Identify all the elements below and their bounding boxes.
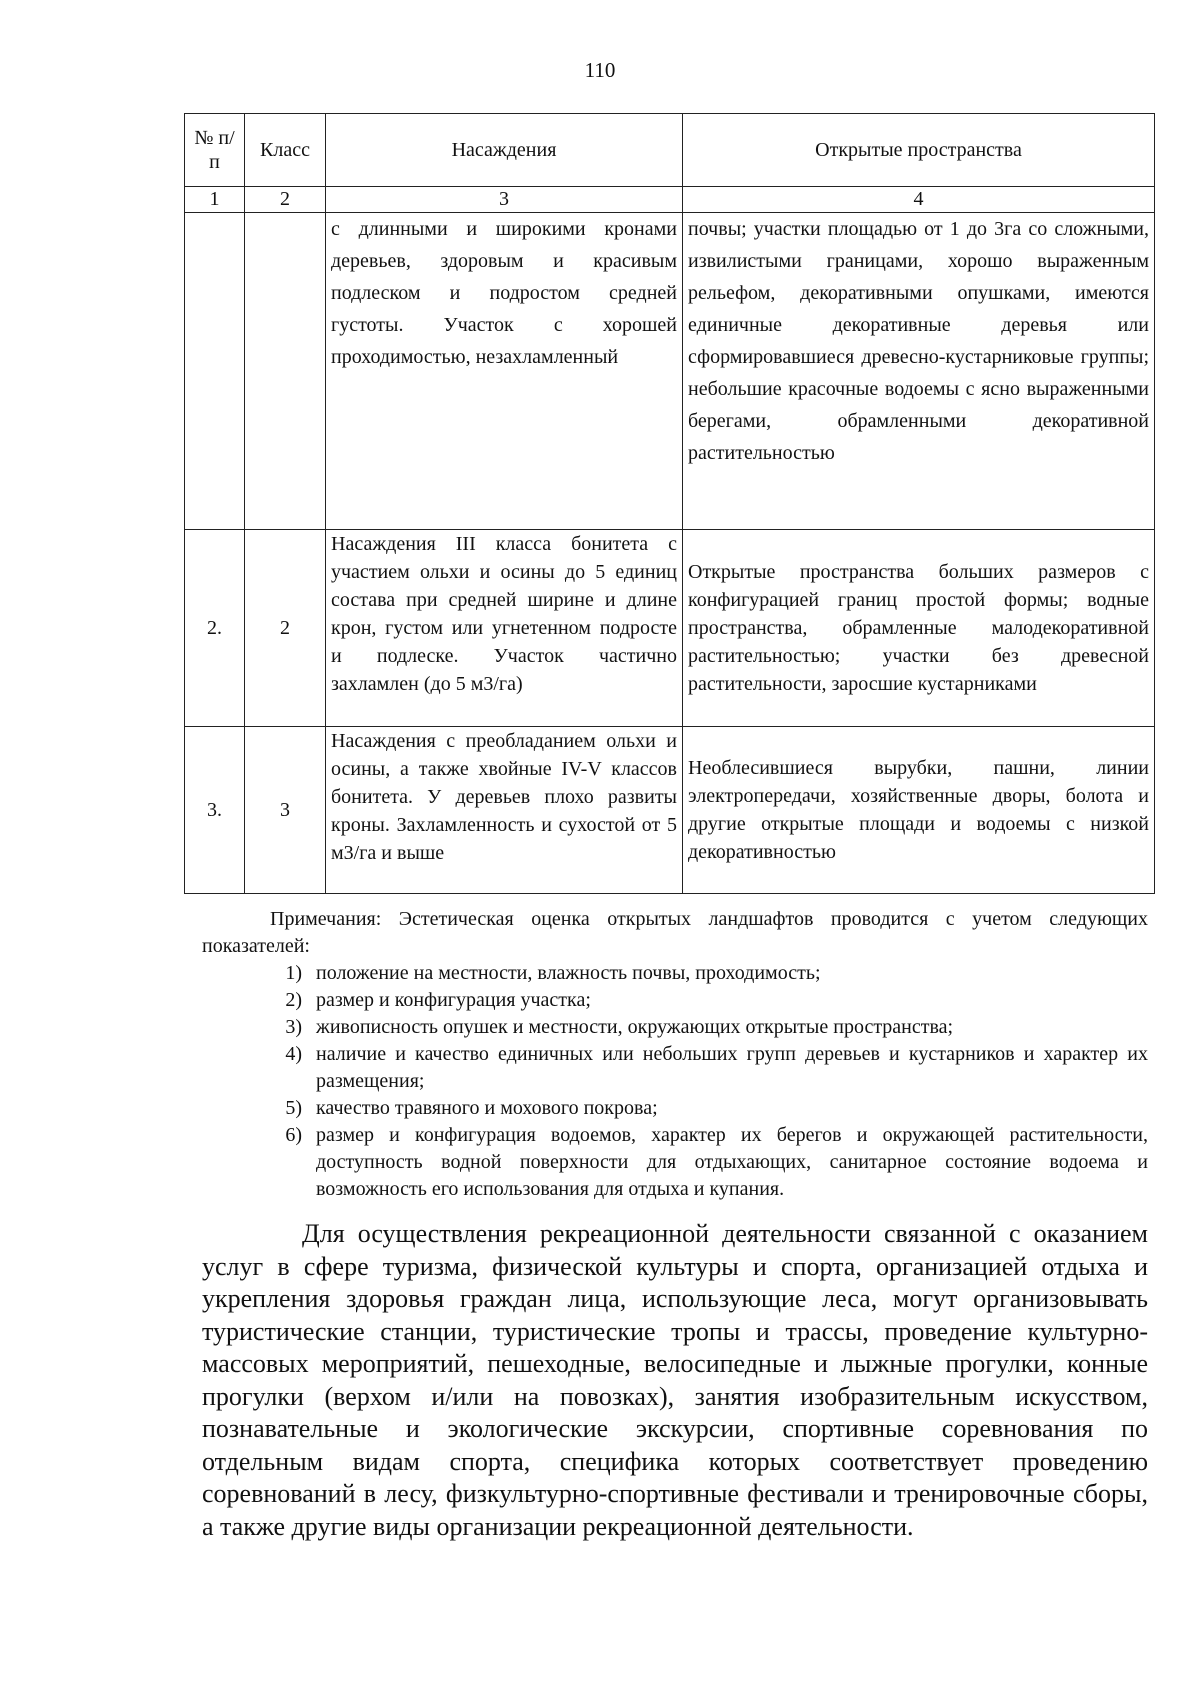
list-item-text: качество травяного и мохового покрова; (316, 1097, 658, 1119)
list-item (202, 987, 1148, 1014)
row-class: 3 (245, 727, 326, 894)
list-item-number: 2) (285, 989, 302, 1011)
list-item (202, 960, 1148, 987)
list-item-text: живописность опушек и местности, окружающих открытые пространства; (316, 1016, 954, 1038)
page-number: 110 (584, 58, 616, 82)
list-item-number: 1) (285, 962, 302, 984)
column-number-row (185, 187, 1155, 213)
table-row (185, 213, 1155, 530)
row-plantings: с длинными и широкими кронами деревьев, здоровым и красивым подлеском и подростом средней густоты. Участок с хорошей проходимостью, незахламленный (326, 213, 683, 530)
row-number: 2. (185, 530, 245, 727)
list-item-text: размер и конфигурация водоемов, характер их берегов и окружающей растительности, доступность водной поверхности для отдыхающих, санитарное состояние водоема и возможность его использования для отдыха и купания. (316, 1124, 1148, 1200)
list-item (202, 1041, 1148, 1095)
list-item (202, 1095, 1148, 1122)
column-number: 2 (245, 187, 326, 213)
header-number: № п/п (185, 114, 245, 187)
row-open-spaces: Необлесившиеся вырубки, пашни, линии электропередачи, хозяйственные дворы, болота и другие открытые площади и водоемы с низкой декоративностью (683, 727, 1155, 894)
row-number (185, 213, 245, 530)
notes-section (202, 906, 1148, 1203)
row-class: 2 (245, 530, 326, 727)
notes-intro: Примечания: Эстетическая оценка открытых ландшафтов проводится с учетом следующих показателей: (202, 908, 1148, 957)
table-row (185, 727, 1155, 894)
list-item-number: 5) (285, 1097, 302, 1119)
column-number: 4 (683, 187, 1155, 213)
row-plantings: Насаждения III класса бонитета с участием ольхи и осины до 5 единиц состава при средней ширине и длине крон, густом или угнетенном подросте и подлеске. Участок частично захламлен (до 5 м3/га) (326, 530, 683, 727)
table-header-row (185, 114, 1155, 187)
list-item (202, 1122, 1148, 1203)
list-item (202, 1014, 1148, 1041)
list-item-text: размер и конфигурация участка; (316, 989, 591, 1011)
list-item-number: 6) (285, 1124, 302, 1146)
list-item-text: положение на местности, влажность почвы, проходимость; (316, 962, 821, 984)
row-open-spaces: Открытые пространства больших размеров с конфигурацией границ простой формы; водные пространства, обрамленные малодекоративной растительностью; участки без древесной растительности, заросшие кустарниками (683, 530, 1155, 727)
list-item-text: наличие и качество единичных или небольших групп деревьев и кустарников и характер их размещения; (316, 1043, 1148, 1092)
row-class (245, 213, 326, 530)
list-item-number: 3) (285, 1016, 302, 1038)
body-paragraph: Для осуществления рекреационной деятельности связанной с оказанием услуг в сфере туризма, физической культуры и спорта, организацией отдыха и укрепления здоровья граждан лица, использующие леса, могут организовывать туристические станции, туристические тропы и трассы, проведение культурно-массовых мероприятий, пешеходные, велосипедные и лыжные прогулки, конные прогулки (верхом и/или на повозках), занятия изобразительным искусством, познавательные и экологические экскурсии, спортивные соревнования по отдельным видам спорта, специфика которых соответствует проведению соревнований в лесу, физкультурно-спортивные фестивали и тренировочные сборы, а также другие виды организации рекреационной деятельности. (202, 1219, 1148, 1541)
row-plantings: Насаждения с преобладанием ольхи и осины, а также хвойные IV-V классов бонитета. У деревьев плохо развиты кроны. Захламленность и сухостой от 5 м3/га и выше (326, 727, 683, 894)
notes-list (202, 960, 1148, 1203)
landscape-table (184, 113, 1155, 894)
header-class: Класс (245, 114, 326, 187)
column-number: 3 (326, 187, 683, 213)
row-number: 3. (185, 727, 245, 894)
list-item-number: 4) (285, 1043, 302, 1065)
table-row (185, 530, 1155, 727)
row-open-spaces: почвы; участки площадью от 1 до 3га со сложными, извилистыми границами, хорошо выраженным рельефом, декоративными опушками, имеются единичные декоративные деревья или сформировавшиеся древесно-кустарниковые группы; небольшие красочные водоемы с ясно выраженными берегами, обрамленными декоративной растительностью (683, 213, 1155, 530)
header-plantings: Насаждения (326, 114, 683, 187)
column-number: 1 (185, 187, 245, 213)
header-open-spaces: Открытые пространства (683, 114, 1155, 187)
